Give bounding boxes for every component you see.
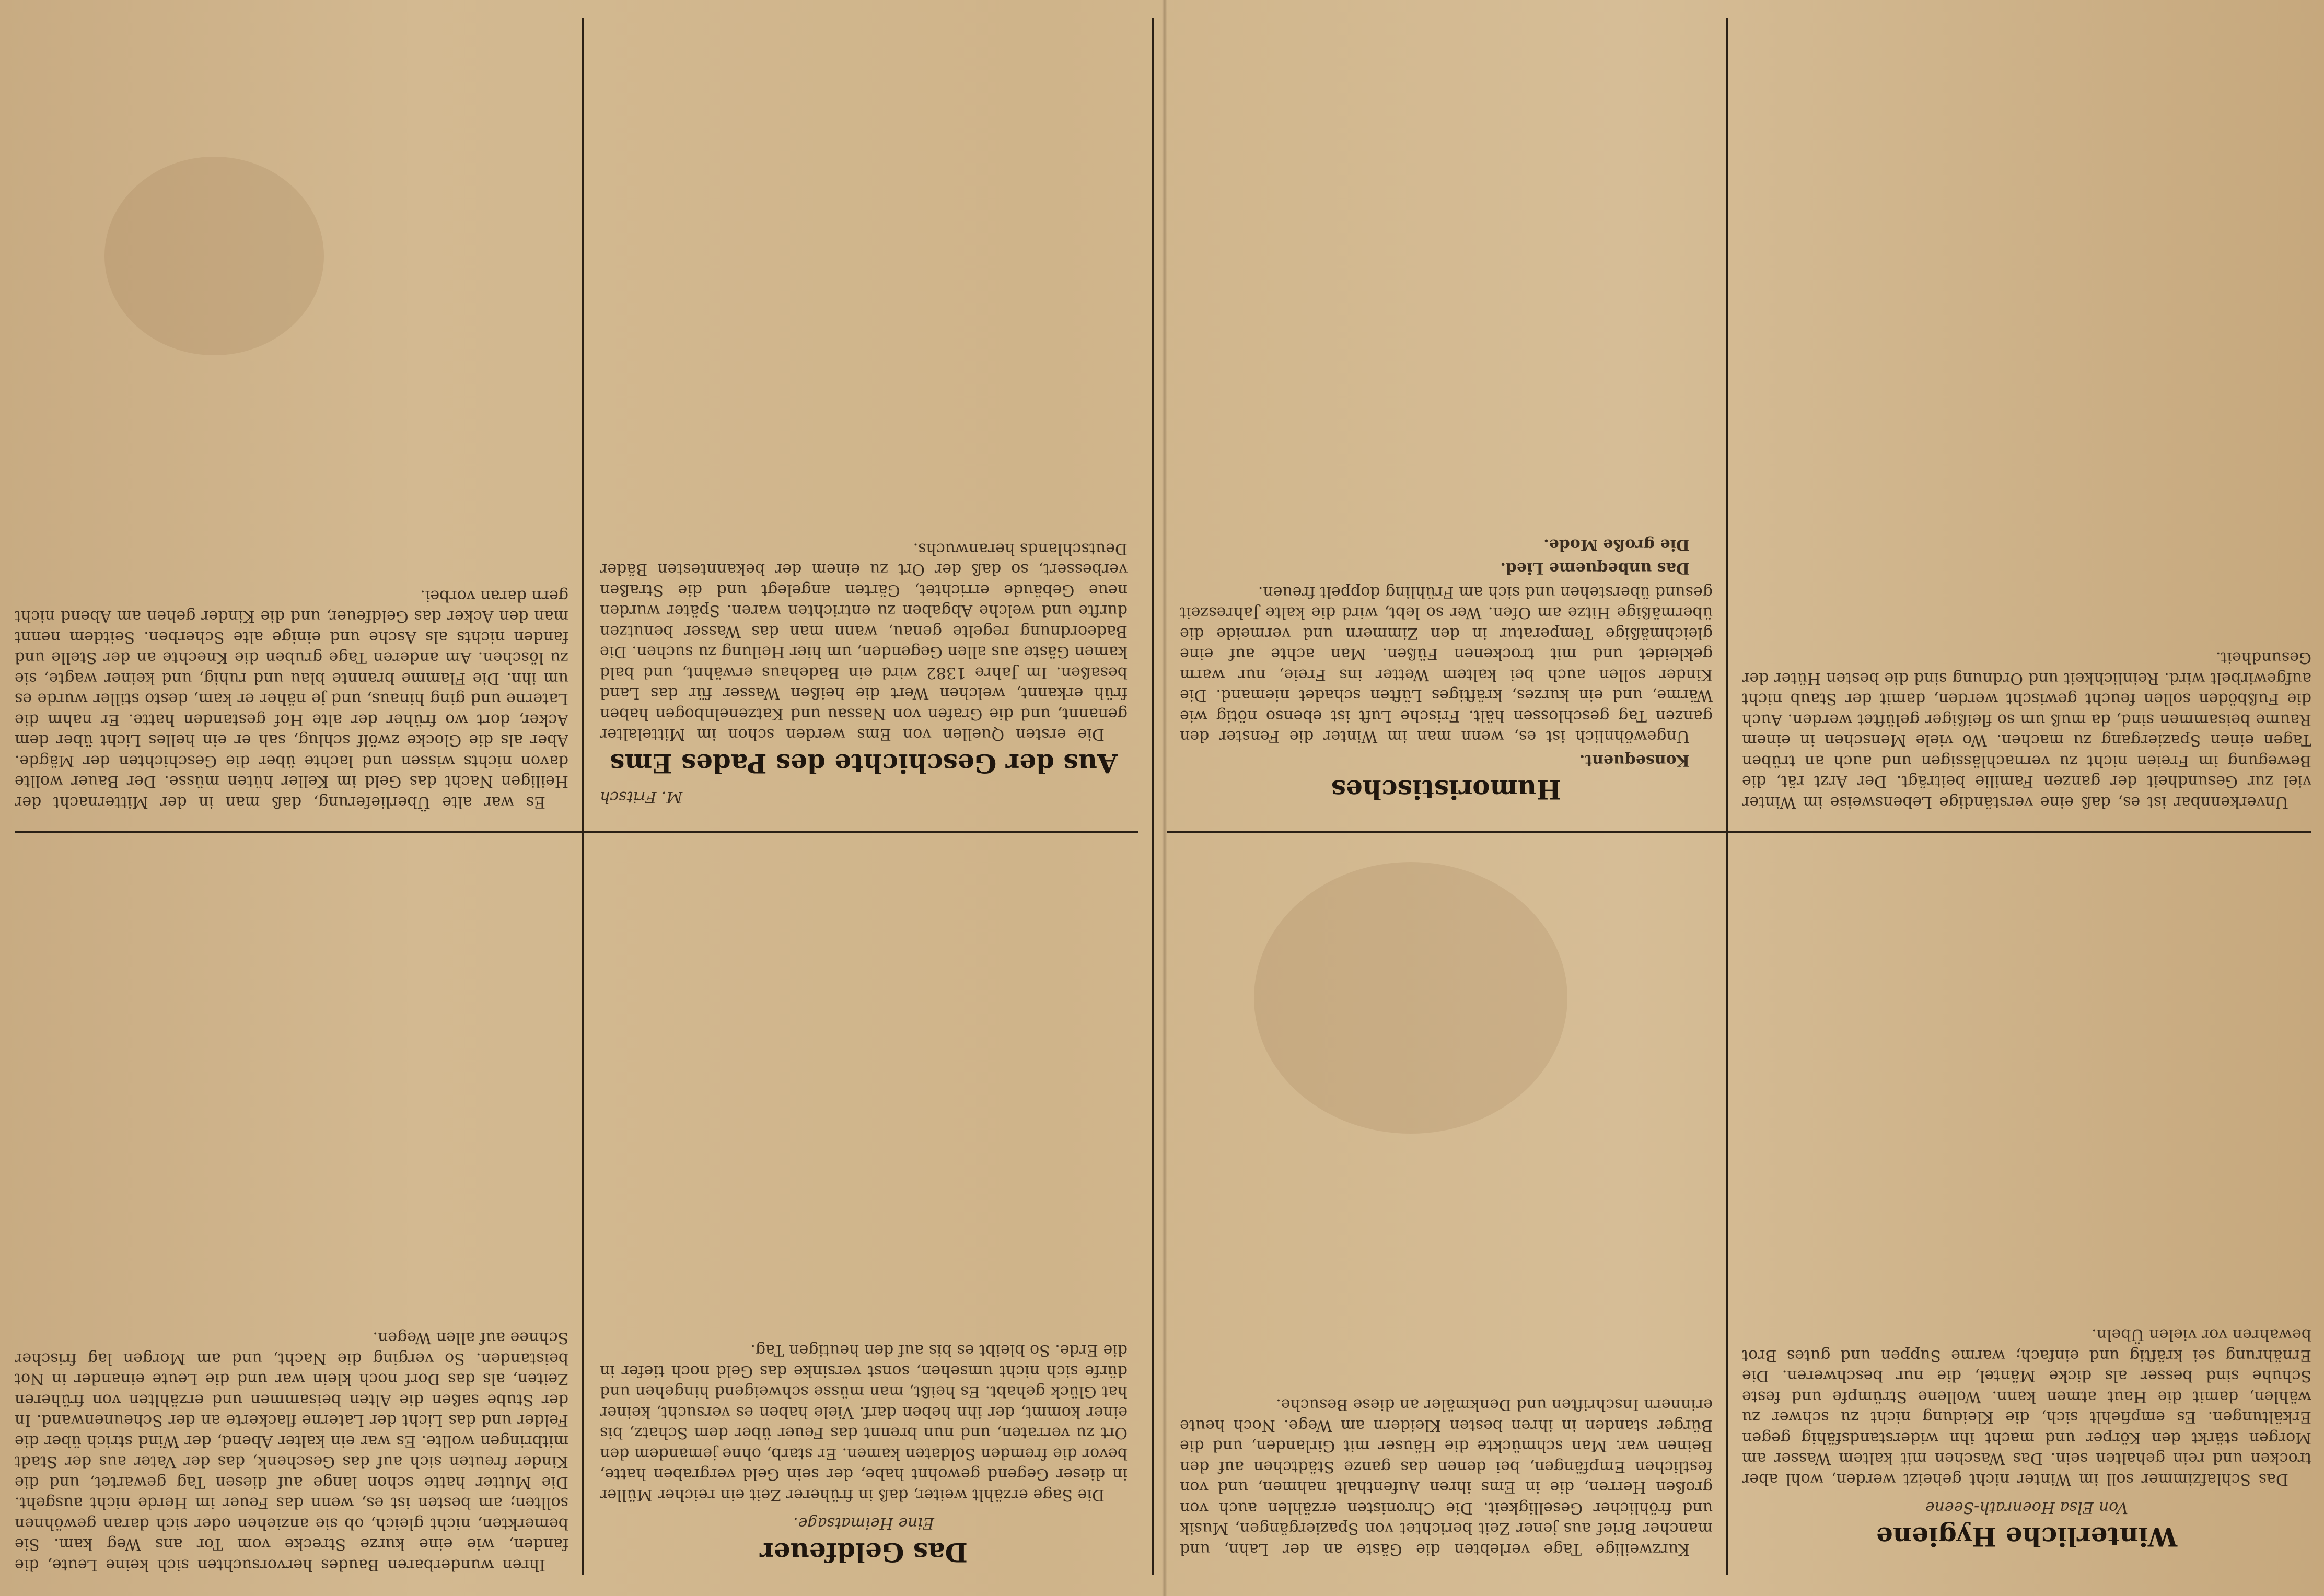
paragraph: Ihren wunderbaren Baudes hervorsuchten sich keine Leute, die fanden, wie eine kurze Strecke vom Tor ans Weg kam. Sie bemerkten, nicht gleich, ob sie anziehen oder sich daran gewöhnen sollten; am besten ist es, wenn das Feuer im Herde nicht ausgeht. Die Mutter hatte schon lange auf diesen Tag gewartet, und die Kinder freuten sich auf das Geschenk, das der Vater aus der Stadt mitbringen wollte. Es war ein kalter Abend, der Wind strich über die Felder und das Licht der Laterne flackerte an der Scheunenwand. In der Stube saßen die Alten beisammen und erzählten von früheren Zeiten, als das Dorf noch klein war und die Leute einander in Not beistanden. So verging die Nacht, und am Morgen lag frischer Schnee auf allen Wegen.	[15, 1329, 568, 1574]
column-rule	[1152, 18, 1154, 1575]
paragraph: Unverkennbar ist es, daß eine verständige Lebensweise im Winter viel zur Gesundheit der ganzen Familie beiträgt. Der Arzt rät, die Bewegung im Freien nicht zu vernachlässigen und auch an trüben Tagen einen Spaziergang zu machen. Wo viele Menschen in einem Raume beisammen sind, da muß um so fleißiger gelüftet werden. Auch die Fußböden sollen feucht gewischt werden, damit der Staub nicht aufgewirbelt wird. Reinlichkeit und Ordnung sind die besten Hüter der Gesundheit.	[1742, 648, 2311, 811]
article-geschichte	[600, 29, 1128, 812]
article-title: Aus der Geschichte des Pades Ems	[610, 748, 1118, 779]
article-geldfeuer	[600, 849, 1128, 1575]
article-hygiene	[1742, 849, 2311, 1559]
text-column	[15, 29, 568, 812]
section-rule	[15, 831, 1138, 833]
paragraph: Ungewöhnlich ist es, wenn man im Winter die Fenster den ganzen Tag geschlossen hält. Frische Luft ist ebenso nötig wie Wärme, und ein kurzes, kräftiges Lüften schadet niemand. Die Kinder sollen auch bei kaltem Wetter ins Freie, nur warm gekleidet und mit trockenen Füßen. Man achte auf eine gleichmäßige Temperatur in den Zimmern und vermeide die übermäßige Hitze am Ofen. Wer so lebt, wird die kalte Jahreszeit gesund überstehen und sich am Frühling doppelt freuen.	[1180, 583, 1713, 746]
article-subtitle: Eine Heimatsage.	[793, 1514, 934, 1532]
paragraph: Die ersten Quellen von Ems werden schon im Mittelalter genannt, und die Grafen von Nassau und Katzenelnbogen haben früh erkannt, welchen Wert die heißen Wasser für das Land besaßen. Im Jahre 1382 wird ein Badehaus erwähnt, und bald kamen Gäste aus allen Gegenden, um hier Heilung zu suchen. Die Badeordnung regelte genau, wann man das Wasser benutzen durfte und welche Abgaben zu entrichten waren. Später wurden neue Gebäude errichtet, Gärten angelegt und die Straßen verbessert, so daß der Ort zu einem der bekanntesten Bäder Deutschlands heranwuchs.	[600, 540, 1128, 744]
humor-item: Konsequent.	[1579, 751, 1690, 770]
text-column	[15, 849, 568, 1575]
article-title: Das Geldfeuer	[760, 1537, 968, 1568]
text-column	[1742, 29, 2311, 812]
humor-item: Die große Mode.	[1543, 535, 1690, 554]
humor-item: Das unbequeme Lied.	[1500, 559, 1690, 578]
paragraph: Kurzweilige Tage verlebten die Gäste an der Lahn, und mancher Brief aus jener Zeit berichtet von Spaziergängen, Musik und fröhlicher Geselligkeit. Die Chronisten erzählen auch von großen Herren, die in Ems ihren Aufenthalt nahmen, und von festlichen Empfängen, bei denen das ganze Städtchen auf den Beinen war. Man schmückte die Häuser mit Girlanden, und die Bürger standen in ihren besten Kleidern am Wege. Noch heute erinnern Inschriften und Denkmäler an diese Besuche.	[1180, 1395, 1713, 1558]
column-rule	[582, 18, 584, 1575]
article-signature: M. Fritsch	[600, 788, 683, 806]
paragraph: Es war alte Überlieferung, daß man in der Mitternacht der Heiligen Nacht das Geld im Keller hüten müsse. Der Bauer wollte davon nichts wissen und lachte über die Geschichten der Mägde. Aber als die Glocke zwölf schlug, sah er ein helles Licht über dem Acker, dort wo früher der alte Hof gestanden hatte. Er nahm die Laterne und ging hinaus, und je näher er kam, desto stiller wurde es um ihn. Die Flamme brannte blau und ruhig, und keiner wagte, sie zu löschen. Am anderen Tage gruben die Knechte an der Stelle und fanden nichts als Asche und einige alte Scherben. Seitdem nennt man den Acker das Geldfeuer, und die Kinder gehen am Abend nicht gern daran vorbei.	[15, 587, 568, 811]
paragraph: Die Sage erzählt weiter, daß in früherer Zeit ein reicher Müller in dieser Gegend gewohnt habe, der sein Geld vergraben hatte, bevor die fremden Soldaten kamen. Er starb, ohne jemandem den Ort zu verraten, und nun brennt das Feuer über dem Schatz, bis einer kommt, der ihn heben darf. Viele haben es versucht, keiner hat Glück gehabt. Es heißt, man müsse schweigend hingehen und dürfe sich nicht umsehen, sonst versinke das Geld noch tiefer in die Erde. So bleibt es bis auf den heutigen Tag.	[600, 1341, 1128, 1504]
article-title: Winterliche Hygiene	[1876, 1521, 2178, 1552]
article-humor	[1180, 29, 1713, 812]
article-title: Humoristisches	[1331, 774, 1562, 805]
text-column	[1180, 849, 1713, 1559]
paragraph: Das Schlafzimmer soll im Winter nicht geheizt werden, wohl aber trocken und rein gehalten sein. Das Waschen mit kaltem Wasser am Morgen stärkt den Körper und macht ihn widerstandsfähig gegen Erkältungen. Es empfiehlt sich, die Kleidung nicht zu schwer zu wählen, damit die Haut atmen kann. Wollene Strümpfe und feste Schuhe sind besser als dicke Mäntel, die nur beschweren. Die Ernährung sei kräftig und einfach; warme Suppen und gutes Brot bewahren vor vielen Übeln.	[1742, 1325, 2311, 1488]
article-byline: Von Elsa Hoenrath-Seene	[1925, 1498, 2129, 1517]
column-rule	[1726, 18, 1728, 1575]
section-rule	[1167, 831, 2311, 833]
